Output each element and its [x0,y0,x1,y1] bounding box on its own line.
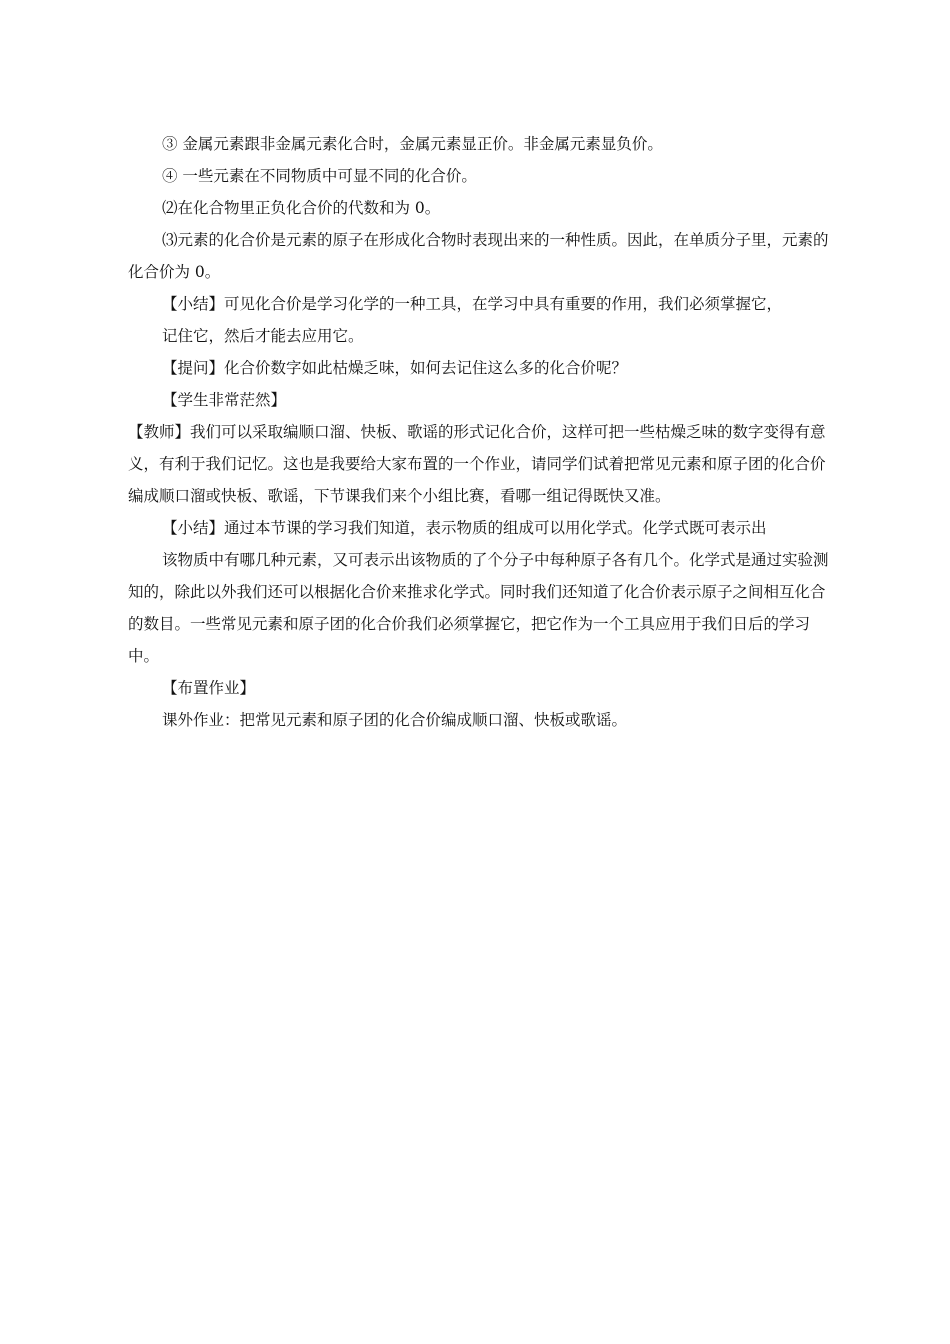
paragraph-rule-3: ③ 金属元素跟非金属元素化合时，金属元素显正价。非金属元素显负价。 [162,135,663,153]
paragraph-question: 【提问】化合价数字如此枯燥乏味，如何去记住这么多的化合价呢？ [162,359,628,377]
paragraph-summary-2: 【小结】通过本节课的学习我们知道，表示物质的组成可以用化学式。化学式既可表示出 [162,519,767,537]
paragraph-rule-4: ④ 一些元素在不同物质中可显不同的化合价。 [162,167,477,185]
paragraph-rule-element: ⑶元素的化合价是元素的原子在形成化合物时表现出来的一种性质。因此，在单质分子里，元素的化合价为 0。 [128,231,829,281]
paragraph-homework: 课外作业：把常见元素和原子团的化合价编成顺口溜、快板或歌谣。 [162,711,628,729]
paragraph-homework-heading: 【布置作业】 [162,679,256,697]
paragraph-summary-1-cont: 记住它，然后才能去应用它。 [162,327,364,345]
paragraph-teacher: 【教师】我们可以采取编顺口溜、快板、歌谣的形式记化合价，这样可把一些枯燥乏味的数字变得有意义，有利于我们记忆。这也是我要给大家布置的一个作业，请同学们试着把常见元素和原子团的化合价编成顺口溜或快板、歌谣，下节课我们来个小组比赛，看哪一组记得既快又准。 [128,423,826,505]
document-body [128,128,840,736]
paragraph-summary-2-cont: 该物质中有哪几种元素，又可表示出该物质的了个分子中每种原子各有几个。化学式是通过实验测知的，除此以外我们还可以根据化合价来推求化学式。同时我们还知道了化合价表示原子之间相互化合的数目。一些常见元素和原子团的化合价我们必须掌握它，把它作为一个工具应用于我们日后的学习中。 [128,551,829,665]
paragraph-rule-sum: ⑵在化合物里正负化合价的代数和为 0。 [162,199,441,217]
paragraph-summary-1: 【小结】可见化合价是学习化学的一种工具，在学习中具有重要的作用，我们必须掌握它， [162,295,783,313]
paragraph-students: 【学生非常茫然】 [162,391,287,409]
